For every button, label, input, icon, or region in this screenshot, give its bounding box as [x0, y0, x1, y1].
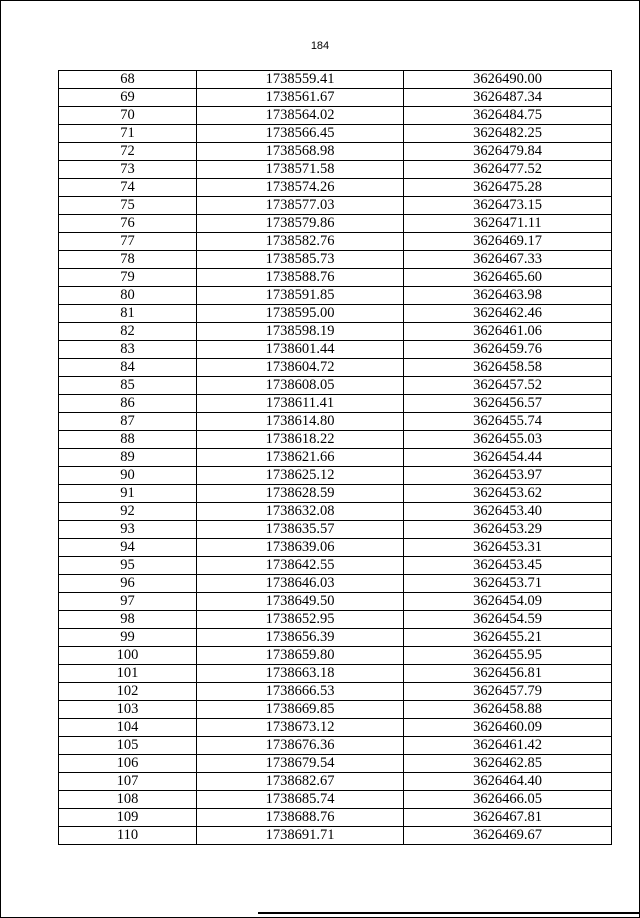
table-row [59, 629, 612, 647]
table-row [59, 755, 612, 773]
point-number-cell: 103 [59, 701, 197, 719]
point-number-cell: 75 [59, 197, 197, 215]
page-number: 184 [310, 40, 330, 52]
y-coordinate-cell: 3626453.71 [404, 575, 612, 593]
x-coordinate-cell: 1738577.03 [197, 197, 404, 215]
table-row [59, 737, 612, 755]
y-coordinate-cell: 3626484.75 [404, 107, 612, 125]
table-row [59, 719, 612, 737]
x-coordinate-cell: 1738608.05 [197, 377, 404, 395]
y-coordinate-cell: 3626454.44 [404, 449, 612, 467]
point-number-cell: 100 [59, 647, 197, 665]
point-number-cell: 106 [59, 755, 197, 773]
x-coordinate-cell: 1738559.41 [197, 71, 404, 89]
x-coordinate-cell: 1738568.98 [197, 143, 404, 161]
point-number-cell: 69 [59, 89, 197, 107]
table-row [59, 251, 612, 269]
y-coordinate-cell: 3626469.17 [404, 233, 612, 251]
point-number-cell: 94 [59, 539, 197, 557]
point-number-cell: 88 [59, 431, 197, 449]
point-number-cell: 95 [59, 557, 197, 575]
y-coordinate-cell: 3626471.11 [404, 215, 612, 233]
x-coordinate-cell: 1738591.85 [197, 287, 404, 305]
y-coordinate-cell: 3626453.40 [404, 503, 612, 521]
y-coordinate-cell: 3626487.34 [404, 89, 612, 107]
y-coordinate-cell: 3626490.00 [404, 71, 612, 89]
y-coordinate-cell: 3626473.15 [404, 197, 612, 215]
y-coordinate-cell: 3626479.84 [404, 143, 612, 161]
y-coordinate-cell: 3626453.62 [404, 485, 612, 503]
point-number-cell: 85 [59, 377, 197, 395]
point-number-cell: 84 [59, 359, 197, 377]
table-row [59, 539, 612, 557]
point-number-cell: 89 [59, 449, 197, 467]
point-number-cell: 74 [59, 179, 197, 197]
y-coordinate-cell: 3626466.05 [404, 791, 612, 809]
x-coordinate-cell: 1738685.74 [197, 791, 404, 809]
y-coordinate-cell: 3626458.58 [404, 359, 612, 377]
y-coordinate-cell: 3626465.60 [404, 269, 612, 287]
point-number-cell: 78 [59, 251, 197, 269]
page-bottom-rule [258, 912, 640, 914]
x-coordinate-cell: 1738604.72 [197, 359, 404, 377]
x-coordinate-cell: 1738582.76 [197, 233, 404, 251]
y-coordinate-cell: 3626467.33 [404, 251, 612, 269]
x-coordinate-cell: 1738639.06 [197, 539, 404, 557]
point-number-cell: 82 [59, 323, 197, 341]
y-coordinate-cell: 3626453.45 [404, 557, 612, 575]
y-coordinate-cell: 3626453.29 [404, 521, 612, 539]
x-coordinate-cell: 1738679.54 [197, 755, 404, 773]
y-coordinate-cell: 3626457.52 [404, 377, 612, 395]
y-coordinate-cell: 3626456.57 [404, 395, 612, 413]
x-coordinate-cell: 1738642.55 [197, 557, 404, 575]
table-row [59, 377, 612, 395]
point-number-cell: 99 [59, 629, 197, 647]
x-coordinate-cell: 1738673.12 [197, 719, 404, 737]
table-row [59, 449, 612, 467]
y-coordinate-cell: 3626477.52 [404, 161, 612, 179]
x-coordinate-cell: 1738635.57 [197, 521, 404, 539]
table-row [59, 395, 612, 413]
y-coordinate-cell: 3626459.76 [404, 341, 612, 359]
y-coordinate-cell: 3626453.31 [404, 539, 612, 557]
point-number-cell: 79 [59, 269, 197, 287]
table-row [59, 827, 612, 845]
y-coordinate-cell: 3626458.88 [404, 701, 612, 719]
table-row [59, 215, 612, 233]
x-coordinate-cell: 1738601.44 [197, 341, 404, 359]
table-row [59, 791, 612, 809]
coordinates-table [58, 70, 612, 845]
table-row [59, 647, 612, 665]
point-number-cell: 107 [59, 773, 197, 791]
point-number-cell: 87 [59, 413, 197, 431]
table-row [59, 341, 612, 359]
point-number-cell: 93 [59, 521, 197, 539]
x-coordinate-cell: 1738659.80 [197, 647, 404, 665]
y-coordinate-cell: 3626460.09 [404, 719, 612, 737]
point-number-cell: 110 [59, 827, 197, 845]
table-row [59, 575, 612, 593]
y-coordinate-cell: 3626454.09 [404, 593, 612, 611]
y-coordinate-cell: 3626455.03 [404, 431, 612, 449]
x-coordinate-cell: 1738691.71 [197, 827, 404, 845]
x-coordinate-cell: 1738646.03 [197, 575, 404, 593]
point-number-cell: 77 [59, 233, 197, 251]
y-coordinate-cell: 3626462.46 [404, 305, 612, 323]
point-number-cell: 70 [59, 107, 197, 125]
table-row [59, 71, 612, 89]
table-row [59, 359, 612, 377]
y-coordinate-cell: 3626456.81 [404, 665, 612, 683]
y-coordinate-cell: 3626482.25 [404, 125, 612, 143]
table-row [59, 161, 612, 179]
x-coordinate-cell: 1738598.19 [197, 323, 404, 341]
x-coordinate-cell: 1738666.53 [197, 683, 404, 701]
y-coordinate-cell: 3626453.97 [404, 467, 612, 485]
x-coordinate-cell: 1738579.86 [197, 215, 404, 233]
table-row [59, 521, 612, 539]
table-row [59, 773, 612, 791]
y-coordinate-cell: 3626463.98 [404, 287, 612, 305]
point-number-cell: 83 [59, 341, 197, 359]
y-coordinate-cell: 3626455.74 [404, 413, 612, 431]
table-row [59, 287, 612, 305]
table-row [59, 611, 612, 629]
point-number-cell: 73 [59, 161, 197, 179]
x-coordinate-cell: 1738585.73 [197, 251, 404, 269]
point-number-cell: 102 [59, 683, 197, 701]
x-coordinate-cell: 1738611.41 [197, 395, 404, 413]
x-coordinate-cell: 1738669.85 [197, 701, 404, 719]
table-row [59, 665, 612, 683]
table-row [59, 683, 612, 701]
table-row [59, 503, 612, 521]
x-coordinate-cell: 1738621.66 [197, 449, 404, 467]
point-number-cell: 92 [59, 503, 197, 521]
point-number-cell: 71 [59, 125, 197, 143]
x-coordinate-cell: 1738628.59 [197, 485, 404, 503]
table-row [59, 197, 612, 215]
table-row [59, 593, 612, 611]
x-coordinate-cell: 1738676.36 [197, 737, 404, 755]
point-number-cell: 90 [59, 467, 197, 485]
point-number-cell: 96 [59, 575, 197, 593]
x-coordinate-cell: 1738652.95 [197, 611, 404, 629]
point-number-cell: 104 [59, 719, 197, 737]
y-coordinate-cell: 3626469.67 [404, 827, 612, 845]
x-coordinate-cell: 1738566.45 [197, 125, 404, 143]
table-body [59, 71, 612, 845]
point-number-cell: 109 [59, 809, 197, 827]
x-coordinate-cell: 1738682.67 [197, 773, 404, 791]
table-row [59, 467, 612, 485]
x-coordinate-cell: 1738632.08 [197, 503, 404, 521]
table-row [59, 701, 612, 719]
point-number-cell: 108 [59, 791, 197, 809]
x-coordinate-cell: 1738595.00 [197, 305, 404, 323]
table-row [59, 323, 612, 341]
table-row [59, 557, 612, 575]
point-number-cell: 101 [59, 665, 197, 683]
y-coordinate-cell: 3626467.81 [404, 809, 612, 827]
y-coordinate-cell: 3626455.95 [404, 647, 612, 665]
x-coordinate-cell: 1738588.76 [197, 269, 404, 287]
x-coordinate-cell: 1738561.67 [197, 89, 404, 107]
table-row [59, 431, 612, 449]
point-number-cell: 80 [59, 287, 197, 305]
table-row [59, 143, 612, 161]
x-coordinate-cell: 1738574.26 [197, 179, 404, 197]
x-coordinate-cell: 1738663.18 [197, 665, 404, 683]
y-coordinate-cell: 3626462.85 [404, 755, 612, 773]
table-row [59, 269, 612, 287]
y-coordinate-cell: 3626461.06 [404, 323, 612, 341]
x-coordinate-cell: 1738649.50 [197, 593, 404, 611]
point-number-cell: 76 [59, 215, 197, 233]
table-row [59, 485, 612, 503]
y-coordinate-cell: 3626455.21 [404, 629, 612, 647]
y-coordinate-cell: 3626454.59 [404, 611, 612, 629]
x-coordinate-cell: 1738571.58 [197, 161, 404, 179]
point-number-cell: 105 [59, 737, 197, 755]
table-row [59, 413, 612, 431]
point-number-cell: 91 [59, 485, 197, 503]
table-row [59, 107, 612, 125]
point-number-cell: 68 [59, 71, 197, 89]
table-row [59, 305, 612, 323]
x-coordinate-cell: 1738688.76 [197, 809, 404, 827]
point-number-cell: 98 [59, 611, 197, 629]
point-number-cell: 86 [59, 395, 197, 413]
table-row [59, 125, 612, 143]
y-coordinate-cell: 3626461.42 [404, 737, 612, 755]
x-coordinate-cell: 1738625.12 [197, 467, 404, 485]
x-coordinate-cell: 1738656.39 [197, 629, 404, 647]
y-coordinate-cell: 3626457.79 [404, 683, 612, 701]
point-number-cell: 72 [59, 143, 197, 161]
x-coordinate-cell: 1738564.02 [197, 107, 404, 125]
table-row [59, 179, 612, 197]
table-row [59, 89, 612, 107]
point-number-cell: 97 [59, 593, 197, 611]
x-coordinate-cell: 1738618.22 [197, 431, 404, 449]
y-coordinate-cell: 3626475.28 [404, 179, 612, 197]
table-row [59, 809, 612, 827]
point-number-cell: 81 [59, 305, 197, 323]
x-coordinate-cell: 1738614.80 [197, 413, 404, 431]
table-row [59, 233, 612, 251]
y-coordinate-cell: 3626464.40 [404, 773, 612, 791]
